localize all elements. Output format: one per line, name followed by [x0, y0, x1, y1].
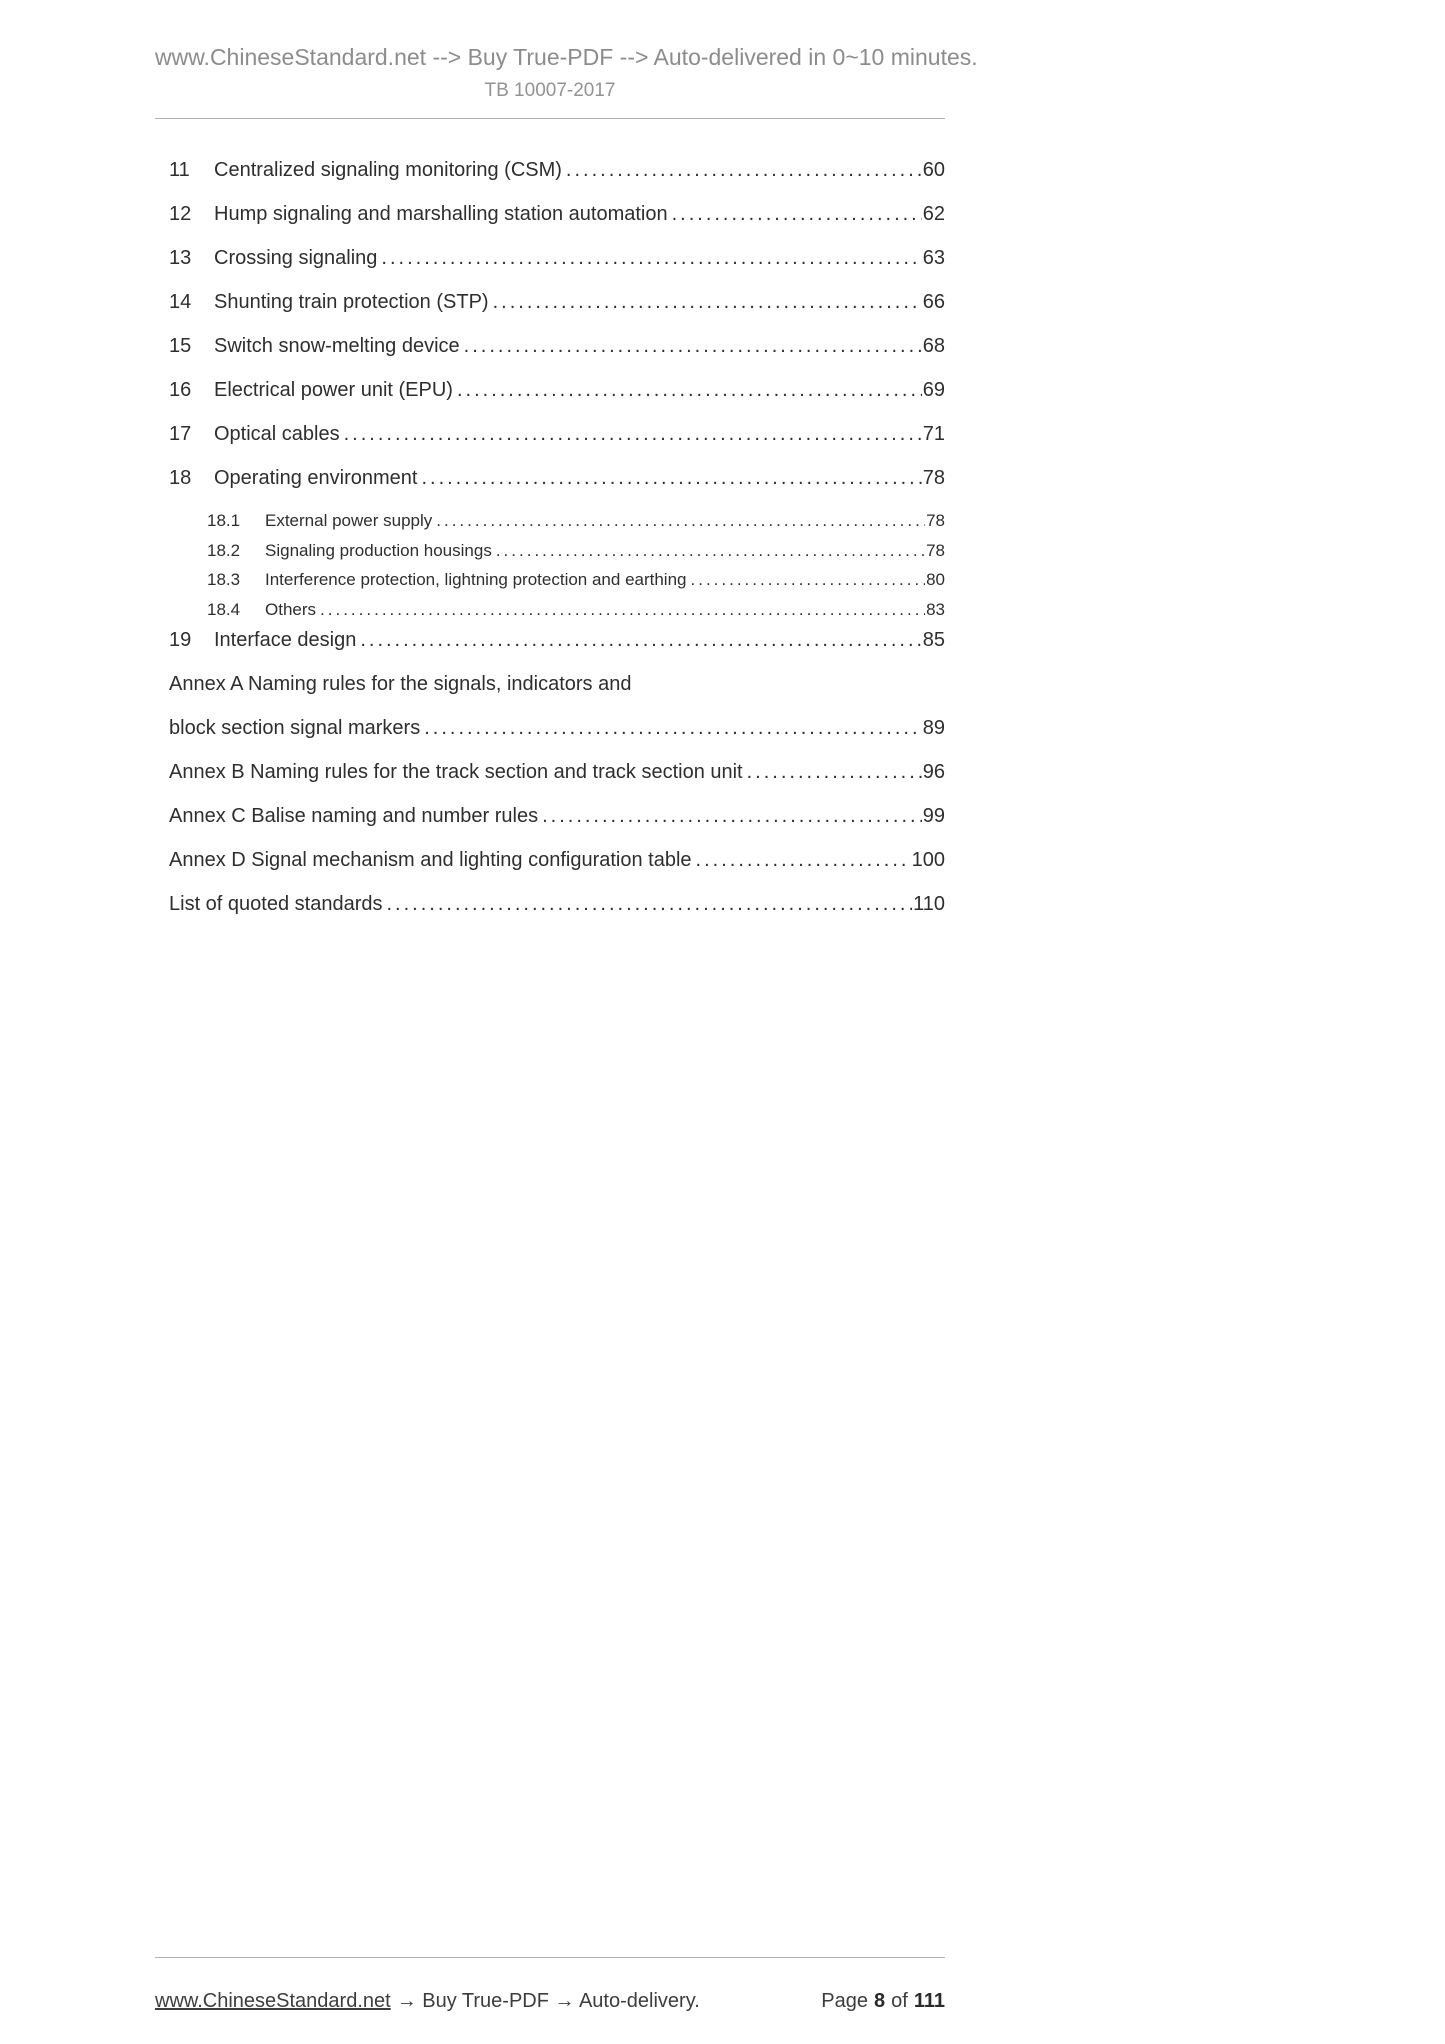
- toc-entry[interactable]: [155, 570, 945, 600]
- toc-entry-number: 18.2: [207, 540, 241, 560]
- toc-entry-number: 18.1: [207, 511, 241, 530]
- toc-entry-title: Signaling production housings: [265, 540, 492, 560]
- toc-entry[interactable]: [155, 761, 945, 805]
- toc-entry-number: 16: [169, 379, 192, 401]
- toc-entry-title: Crossing signaling: [214, 247, 378, 269]
- toc-entry-title: Operating environment: [214, 467, 418, 489]
- toc-entry-page-number: 83: [926, 599, 945, 619]
- dot-leader: [417, 467, 921, 490]
- toc-entry-number: 18: [169, 467, 192, 489]
- toc-entry[interactable]: [155, 291, 945, 335]
- toc-entry[interactable]: [155, 379, 945, 423]
- dot-leader: [340, 423, 922, 446]
- toc-entry[interactable]: [155, 159, 945, 203]
- toc-entry-number: 19: [169, 629, 192, 651]
- toc-entry-number: 12: [169, 203, 192, 225]
- page-content: [155, 0, 978, 937]
- dot-leader: [743, 761, 922, 784]
- toc-entry[interactable]: [155, 600, 945, 630]
- page-header: [155, 0, 978, 119]
- current-page-number: 8: [874, 1990, 886, 2012]
- toc-entry-page-number: 100: [911, 849, 945, 871]
- toc-entry-number: 17: [169, 423, 192, 445]
- toc-entry-title: Electrical power unit (EPU): [214, 379, 453, 401]
- toc-entry-title: List of quoted standards: [169, 893, 383, 915]
- toc-entry-number: 14: [169, 291, 192, 313]
- page-label: Page: [821, 1990, 869, 2012]
- total-pages-number: 111: [913, 1990, 945, 2012]
- toc-entry-page-number: 78: [926, 511, 945, 530]
- toc-entry-title: Hump signaling and marshalling station automation: [214, 203, 668, 225]
- page-footer: [155, 1957, 945, 2013]
- toc-entry-page-number: 80: [926, 570, 945, 589]
- of-label: of: [891, 1990, 908, 2012]
- toc-entry[interactable]: [155, 511, 945, 541]
- toc-entry-title: External power supply: [265, 511, 433, 530]
- toc-entry-title: Centralized signaling monitoring (CSM): [214, 159, 562, 181]
- toc-entry-title: Annex A Naming rules for the signals, indicators and: [169, 673, 632, 695]
- toc-entry-title: Optical cables: [214, 423, 340, 445]
- dot-leader: [460, 335, 922, 358]
- toc-entry-title: Interface design: [214, 629, 357, 651]
- toc-entry-title: Interference protection, lightning protection and earthing: [265, 570, 687, 589]
- toc-entry-page-number: 66: [922, 291, 945, 313]
- toc-entry-page-number: 89: [922, 717, 945, 739]
- toc-entry[interactable]: [155, 717, 945, 761]
- footer-tagline-rest: → Buy True-PDF → Auto-delivery.: [396, 1990, 700, 2012]
- toc-entry[interactable]: [155, 805, 945, 849]
- toc-entry[interactable]: [155, 541, 945, 571]
- toc-entry-title: Shunting train protection (STP): [214, 291, 489, 313]
- dot-leader: [377, 247, 921, 270]
- toc-entry-page-number: 85: [922, 629, 945, 651]
- toc-entry-page-number: 63: [922, 247, 945, 269]
- toc-entry-title: Others: [265, 599, 317, 619]
- toc-entry-title: Annex C Balise naming and number rules: [169, 805, 539, 827]
- dot-leader: [356, 629, 921, 652]
- toc-entry-title: Annex D Signal mechanism and lighting configuration table: [169, 849, 692, 871]
- toc-entry-page-number: 96: [922, 761, 945, 783]
- dot-leader: [668, 203, 922, 226]
- toc-entry[interactable]: [155, 335, 945, 379]
- toc-entry-page-number: 69: [922, 379, 945, 401]
- dot-leader: [489, 291, 922, 314]
- toc-entry-page-number: 110: [913, 893, 945, 915]
- document-number: TB 10007-2017: [484, 80, 616, 101]
- toc-entry[interactable]: [155, 467, 945, 511]
- dot-leader: [562, 159, 922, 182]
- toc-entry-number: 15: [169, 335, 192, 357]
- toc-entry-number: 11: [169, 159, 190, 181]
- toc-entry-title: Switch snow-melting device: [214, 335, 460, 357]
- dot-leader: [316, 600, 925, 620]
- toc-entry-title: block section signal markers: [169, 717, 421, 739]
- dot-leader: [538, 805, 922, 828]
- footer-tagline: [155, 1990, 700, 2013]
- toc-list: [155, 159, 945, 937]
- dot-leader: [382, 893, 912, 916]
- dot-leader: [492, 541, 925, 561]
- toc-entry-page-number: 62: [922, 203, 945, 225]
- dot-leader: [687, 570, 926, 590]
- toc-entry[interactable]: [155, 203, 945, 247]
- header-tagline: www.ChineseStandard.net --> Buy True-PDF --> Auto-delivered in 0~10 minutes.: [155, 44, 978, 70]
- dot-leader: [453, 379, 922, 402]
- dot-leader: [692, 849, 911, 872]
- toc-entry[interactable]: [155, 629, 945, 673]
- toc-entry[interactable]: [155, 849, 945, 893]
- toc-entry-page-number: 60: [922, 159, 945, 181]
- dot-leader: [432, 511, 925, 531]
- toc-entry-page-number: 78: [926, 540, 945, 560]
- toc-entry-page-number: 78: [922, 467, 945, 489]
- toc-entry-number: 18.3: [207, 570, 241, 589]
- toc-entry-page-number: 68: [922, 335, 945, 357]
- footer-site-link[interactable]: www.ChineseStandard.net: [155, 1990, 391, 2012]
- toc-entry-number: 18.4: [207, 599, 241, 619]
- toc-entry-title: Annex B Naming rules for the track section and track section unit: [169, 761, 743, 783]
- toc-entry[interactable]: [155, 673, 945, 717]
- toc-entry[interactable]: [155, 893, 945, 937]
- page-indicator: [821, 1990, 945, 2013]
- toc-entry-number: 13: [169, 247, 192, 269]
- toc-entry-page-number: 99: [922, 805, 945, 827]
- dot-leader: [420, 717, 922, 740]
- toc-entry-page-number: 71: [922, 423, 945, 445]
- toc-entry[interactable]: [155, 247, 945, 291]
- toc-entry[interactable]: [155, 423, 945, 467]
